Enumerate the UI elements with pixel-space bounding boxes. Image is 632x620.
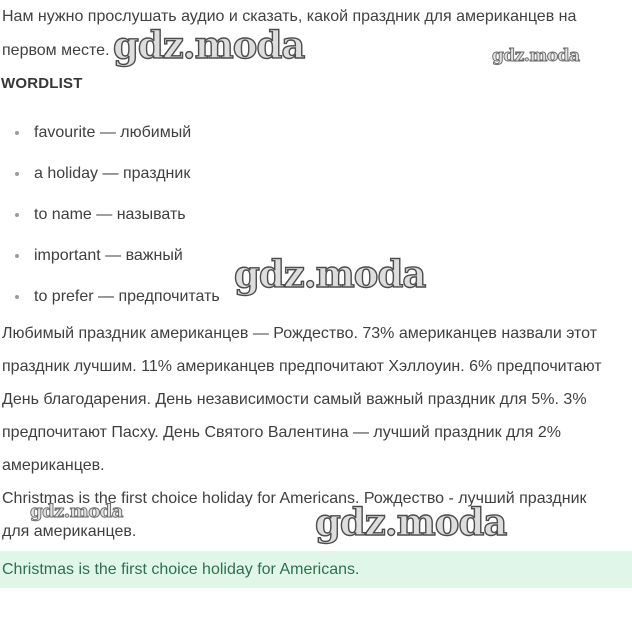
wordlist-title: WORDLIST — [1, 75, 83, 92]
wordlist-item — [0, 194, 632, 235]
gdz-moda-watermark: gdz.moda — [234, 252, 426, 296]
wordlist-item — [0, 276, 632, 317]
bullet-icon — [15, 172, 19, 176]
bullet-icon — [15, 254, 19, 258]
gdz-moda-watermark: gdz.moda — [315, 500, 507, 544]
answer-text-russian: Любимый праздник американцев — Рождество. 73% американцев назвали этот праздник лучшим. 11% американцев предпочитают Хэллоуин. 6% предпочитают День благодарения. День независимости самый важный праздник для 5%. 3% предпочитают Пасху. День Святого Валентина — лучший праздник для 2% американцев. — [2, 325, 602, 474]
bullet-icon — [15, 213, 19, 217]
highlighted-answer-text: Christmas is the first choice holiday for Americans. — [2, 560, 360, 578]
wordlist-item-text: important — важный — [34, 246, 183, 264]
task-description: Нам нужно прослушать аудио и сказать, какой праздник для американцев на первом месте. — [2, 8, 577, 59]
wordlist-item-text: a holiday — праздник — [34, 164, 191, 182]
gdz-moda-watermark: gdz.moda — [113, 23, 305, 67]
bullet-icon — [15, 295, 19, 299]
gdz-moda-watermark: gdz.moda — [30, 501, 123, 522]
gdz-moda-watermark: gdz.moda — [492, 46, 580, 66]
wordlist-item-text: favourite — любимый — [34, 123, 192, 141]
answer-text-english: Christmas is the first choice holiday for Americans. Рождество - лучший праздник для американцев. — [2, 490, 587, 540]
wordlist-item-text: to name — называть — [34, 205, 186, 223]
wordlist — [0, 112, 632, 317]
highlighted-answer — [0, 551, 632, 588]
wordlist-item-text: to prefer — предпочитать — [34, 287, 220, 305]
bullet-icon — [15, 131, 19, 135]
wordlist-item — [0, 235, 632, 276]
wordlist-item — [0, 112, 632, 153]
wordlist-item — [0, 153, 632, 194]
